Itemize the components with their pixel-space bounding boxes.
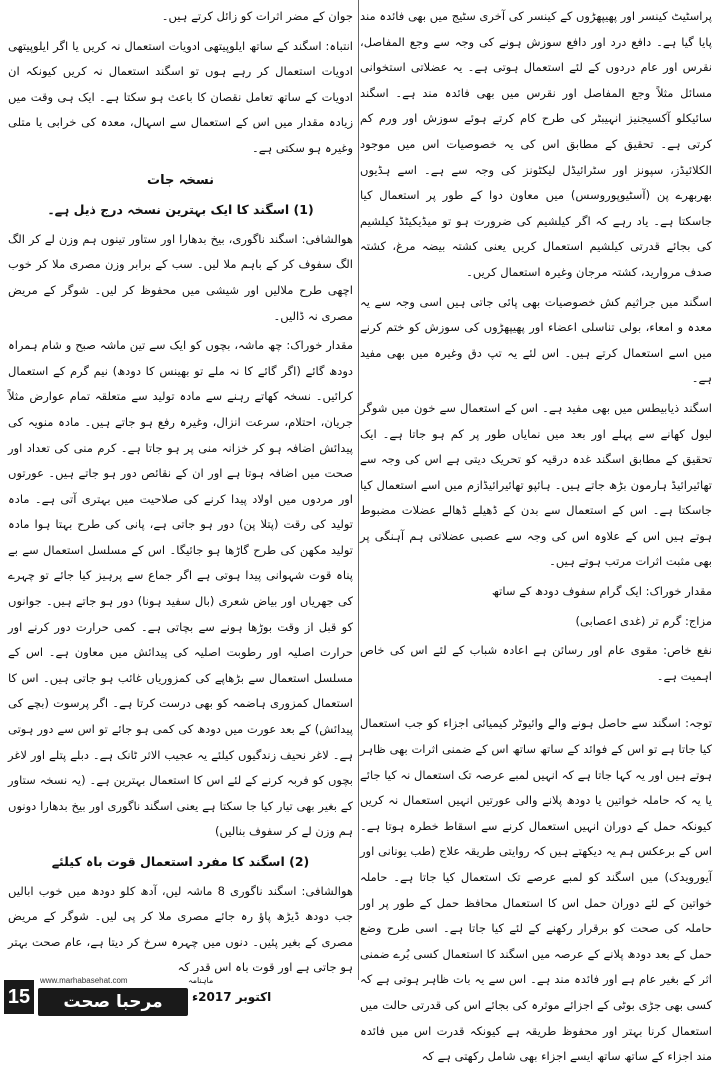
paragraph-diabetes-thyroid: اسگند ذیابیطس میں بھی مفید ہے۔ اس کے استعمال سے خون میں شوگر لیول کھانے سے پہلے اور بعد میں نمایاں طور پر کم ہو جاتا ہے۔ ایک تحقیق کے مطابق اسگند غدہ درقیہ کو تحریک دیتی ہے اس کی وجہ سے تھائیرائیڈ ہارمون بڑھ جاتے ہیں۔ ہائپو تھائیرائیڈازم میں اسے استعمال کیا جاسکتا ہے۔ اس کے استعمال سے بدن کے ڈھیلے ڈھالے عضلات مضبوط ہوتے ہیں اس کے علاوہ اس کی وجہ سے عصبی عضلاتی ہم آہنگی پر بھی مثبت اثرات مرتب ہوتے ہیں۔ xyxy=(360,400,712,569)
website-url: www.marhabasehat.com xyxy=(40,976,128,985)
recipe1-text: ھوالشافی: اسگند ناگوری، بیخ بدھارا اور ستاور تینوں ہم وزن لے کر الگ الگ سفوف کر کے باہم ملا لیں۔ سب کے برابر وزن مصری ملا کر خوب اچھی طرح ملالیں اور شیشی میں محفوظ کر لیں۔ شوگر کے مریض مصری نہ ڈالیں۔ xyxy=(8,231,353,323)
temperament-line: مزاج: گرم تر (غدی اعصابی) xyxy=(575,613,712,628)
recipe1-title: (1) اسگند کا ایک بہترین نسخہ درج ذیل ہے۔ xyxy=(47,202,314,218)
column-divider xyxy=(358,0,359,980)
recipe2-text: ھوالشافی: اسگند ناگوری 8 ماشہ لیں، آدھ کلو دودھ میں خوب ابالیں جب دودھ ڈیڑھ پاؤ رہ جائے مصری ملا کر پی لیں۔ شوگر کے مریض مصری کے بغیر پئیں۔ دنوں میں چہرہ سرخ کر دیتا ہے، عام صحت بہتر ہو جاتی ہے اور قوت باہ اس قدر کہ xyxy=(8,883,353,975)
magazine-logo xyxy=(38,976,272,1016)
paragraph-cancer-pain: پراسٹیٹ کینسر اور پھیپھڑوں کے کینسر کی آخری سٹیج میں بھی فائدہ مند پایا گیا ہے۔ دافع درد اور دافع سوزش ہونے کی وجہ سے وجع المفاصل، نقرس اور عام دردوں کے لئے استعمال ہوتی ہے۔ یہ عضلاتی استخوانی مسائل مثلاً وجع المفاصل اور نقرس میں بھی فائدہ مند ہے۔ اسگند سائیکلو آکسیجنیز انہیبٹر کی طرح کام کرتے ہوئے سوزش اور ورم کم کرتی ہے۔ تحقیق کے مطابق اس کی یہ خصوصیات اس میں موجود الکلائیڈز، سپونز اور سٹرائیڈل لیکٹونز کی وجہ سے ہے۔ اسے ہڈیوں بھربھرے پن (آسٹیوپوروسس) میں معاون دوا کے طور پر استعمال کیا جاسکتا ہے۔ یاد رہے کہ اگر کیلشیم کی ضرورت ہو تو میڈیکیٹڈ کیلشیم کی بجائے قدرتی کیلشیم استعمال کریں یعنی کشتہ بیضہ مرغ، کشتہ صدف مروارید، کشتہ مرجان وغیرہ استعمال کریں۔ xyxy=(360,9,712,279)
section-title: نسخہ جات xyxy=(147,172,214,188)
page-number: 15 xyxy=(4,980,34,1014)
page-footer xyxy=(0,974,718,1020)
recipe2-title: (2) اسگند کا مفرد استعمال قوت باہ کیلئے xyxy=(51,854,310,869)
recipe1-dose: مقدار خوراک: چھ ماشہ، بچوں کو ایک سے تین ماشہ صبح و شام ہمراہ دودھ گائے (اگر گائے کا نہ ملے تو بھینس کا دودھ) نیم گرم کے استعمال کرائیں۔ نسخہ کھاتے رہنے سے مادہ تولید سے متعلقہ تمام عوارض مثلاً جریان، احتلام، سرعت انزال، وغیرہ رفع ہو جاتے ہیں۔ مادہ منویہ کی پیدائش اضافہ ہو کر خزانہ منی پر ہو جاتا ہے۔ کرم منی کی تعداد اور صحت میں اضافہ ہوتا ہے اور ان کے نقائص دور ہو جاتے ہیں۔ عورتوں اور مردوں میں اولاد پیدا کرنے کی صلاحیت میں بہتری آتی ہے۔ مادہ تولید کی رقت (پتلا پن) دور ہو جاتی ہے، پانی کی طرح بہتا ہوا مادہ تولید مکھن کی طرح گاڑھا ہو جائیگا۔ اس کے مسلسل استعمال سے بے پناہ قوت شہوانی پیدا ہوتی ہے اگر جماع سے پرہیز کیا جائے تو چہرے کی جھریاں اور بیاض شعری (بال سفید ہونا) دور ہو جاتے ہیں۔ جوانوں کو قبل از وقت بوڑھا ہونے سے بچاتی ہے۔ کمی حرارت دور کرنے اور حرارت اصلیہ اور رطوبت اصلیہ کی پیدائش میں معاون ہے۔ اس کے مسلسل استعمال سے بڑھاپے کی کمزوریاں غائب ہو جاتی ہیں۔ اس کا استعمال کمزوری ہاضمہ کو بھی درست کرتا ہے۔ اگر پرسوت (بچے کی پیدائش) کے بعد عورت میں دودھ کی کمی ہو جائے تو اس سے دور ہوتی ہے۔ لاغر نحیف زندگیوں کیلئے یہ عجیب الاثر ٹانک ہے۔ دبلے پتلے اور لاغر بچوں کو فربہ کرنے کے لئے اس کا استعمال بہترین ہے۔ (یہ نسخہ ستاور کے بغیر بھی تیار کیا جا سکتا ہے یعنی اسگند ناگوری اور بیخ بدھارا دونوں ہم وزن لے کر سفوف بنالیں) xyxy=(8,338,353,839)
intro-line: جوان کے مضر اثرات کو زائل کرتے ہیں۔ xyxy=(161,9,353,23)
paragraph-antibacterial: اسگند میں جراثیم کش خصوصیات بھی پائی جاتی ہیں اسی وجہ سے یہ معدہ و امعاء، بولی تناسلی اعضاء اور پھیپھڑوں کی سوزش کو ختم کرنے میں اسے استعمال کرتے ہیں۔ اس لئے یہ تپ دق وغیرہ میں بھی مفید ہے۔ xyxy=(360,294,712,386)
dosage-line: مقدار خوراک: ایک گرام سفوف دودھ کے ساتھ xyxy=(491,584,712,599)
warning-paragraph: انتباہ: اسگند کے ساتھ ایلوپیتھی ادویات استعمال نہ کریں یا اگر ایلوپیتھی ادویات استعمال کر رہے ہوں تو اسگند استعمال نہ کریں کیونکہ ان ادویات کے ساتھ تعامل نقصان کا باعث ہو سکتا ہے۔ ایک ہی وقت میں زیادہ مقدار میں اس کے استعمال سے اسہال، معدہ کی خرابی یا متلی وغیرہ ہو سکتی ہے۔ xyxy=(8,38,353,155)
caution-paragraph: توجہ: اسگند سے حاصل ہونے والے وائیوٹر کیمیائی اجزاء کو جب استعمال کیا جاتا ہے تو اس کے فوائد کے ساتھ ساتھ اس کے ضمنی اثرات بھی ظاہر ہوتے ہیں اور یہ کہا جاتا ہے کہ انہیں لمبے عرصہ تک استعمال نہ کیا جائے یا یہ کہ حاملہ خواتین یا دودھ پلانے والی عورتیں انہیں استعمال نہ کریں کیونکہ حمل کے دوران انہیں استعمال کرنے سے اسقاط خطرہ ہوتا ہے۔ اس کے برعکس ہم یہ دیکھتے ہیں کہ روایتی طریقہ علاج (طب یونانی اور آیورویدک) میں اسگند کو لمبے عرصے تک استعمال کیا جاتا ہے۔ حاملہ خواتین کے لئے دوران حمل اس کا استعمال محافظ حمل کے طور پر اور حاملہ کی صحت کو برقرار رکھنے کے لئے کیا جاتا ہے۔ اسی طرح وضع حمل کے بعد دودھ پلانے کے عرصہ میں اسگند کا استعمال کسی بُرے ضمنی اثر کے بغیر عام ہے اور فائدہ مند ہے۔ اس سے یہ بات ظاہر ہوتی ہے کہ کسی بھی جڑی بوٹی کے اجزائے موثرہ کی بجائے اس کی قدرتی حالت میں استعمال کرنا بہتر اور محفوظ طریقہ ہے کیونکہ قدرت اس میں فائدہ مند اجزاء کے ساتھ ساتھ ایسے اجزاء بھی شامل رکھتی ہے کہ xyxy=(360,716,712,1064)
monthly-label: ماہنامہ xyxy=(188,976,214,985)
brand-name: مرحبا صحت xyxy=(38,988,188,1016)
right-column xyxy=(360,4,712,1064)
issue-date: اکتوبر 2017ء xyxy=(192,990,272,1004)
special-benefit-line: نفع خاص: مقوی عام اور رسائن ہے اعادہ شباب کے لئے اس کی خاص اہمیت ہے۔ xyxy=(360,643,712,683)
left-column xyxy=(8,4,353,974)
